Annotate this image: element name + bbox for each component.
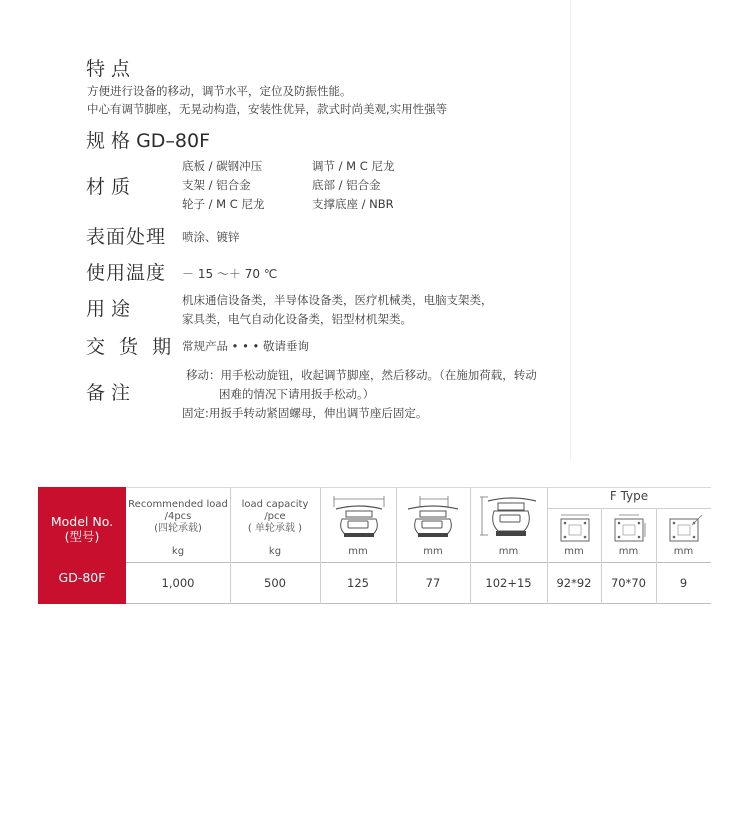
- material-item: 支撑底座 / NBR: [312, 197, 394, 211]
- material-item: 底板 / 碳钢冲压: [182, 159, 263, 173]
- plate-size-icon: [555, 513, 595, 543]
- f-type-label: F Type: [609, 489, 649, 503]
- features-heading: 特 点: [86, 58, 131, 80]
- load-cap-unit: kg: [268, 546, 282, 557]
- dim-unit: mm: [618, 546, 639, 557]
- material-item: 轮子 / M C 尼龙: [182, 197, 265, 211]
- temperature-heading: 使用温度: [86, 262, 167, 284]
- hole-pitch-icon: [609, 513, 649, 543]
- dim-value: 70*70: [610, 576, 647, 590]
- dim-value: 9: [679, 576, 688, 590]
- dim-value: 92*92: [556, 576, 592, 590]
- table-rule: [126, 562, 711, 563]
- notes-line-2: 困难的情况下请用扳手松动。）: [219, 387, 375, 401]
- spec-heading: 规 格 GD–80F: [86, 130, 211, 152]
- depth-dimension-icon: [402, 493, 464, 539]
- material-item: 支架 / 铝合金: [182, 178, 251, 192]
- delivery-heading: 交 货 期: [86, 336, 176, 358]
- dim-value: 102+15: [485, 576, 532, 590]
- model-value: GD-80F: [58, 570, 106, 585]
- rec-load-line-1: Recommended load: [128, 499, 228, 510]
- table-bottom-rule: [126, 603, 711, 604]
- features-line-2: 中心有调节脚座，无晃动构造，安装性优异，款式时尚美观,实用性强等: [87, 102, 448, 116]
- usage-line-2: 家具类，电气自动化设备类，铝型材机架类。: [182, 312, 412, 326]
- notes-line-3: 固定:用扳手转动紧固螺母，伸出调节座后固定。: [182, 406, 428, 420]
- dim-unit: mm: [673, 546, 694, 557]
- load-cap-line-3: ( 单轮承载 ): [247, 523, 303, 534]
- usage-line-1: 机床通信设备类，半导体设备类，医疗机械类，电脑支架类，: [182, 293, 493, 307]
- table-top-rule: [126, 487, 711, 488]
- delivery-value: 常规产品 • • • 敬请垂询: [182, 339, 309, 353]
- model-header-en: Model No.: [50, 514, 114, 529]
- rec-load-value: 1,000: [161, 576, 195, 590]
- material-item: 调节 / M C 尼龙: [312, 159, 395, 173]
- temperature-value: － 15 ～＋ 70 ℃: [182, 267, 278, 281]
- material-item: 底部 / 铝合金: [312, 178, 381, 192]
- load-cap-line-2: /pce: [264, 511, 286, 522]
- height-dimension-icon: [478, 493, 542, 539]
- width-dimension-icon: [328, 493, 390, 539]
- spec-table: [38, 487, 711, 604]
- usage-heading: 用 途: [86, 298, 131, 320]
- dim-unit: mm: [348, 546, 368, 557]
- features-line-1: 方便进行设备的移动，调节水平，定位及防振性能。: [87, 84, 352, 98]
- model-header-cn: (型号): [64, 529, 100, 544]
- rec-load-line-2: /4pcs: [164, 511, 192, 522]
- material-heading: 材 质: [86, 176, 131, 198]
- rec-load-unit: kg: [171, 546, 185, 557]
- rec-load-line-3: (四轮承载): [154, 523, 202, 534]
- dim-value: 125: [347, 576, 369, 590]
- load-cap-line-1: load capacity: [241, 499, 309, 510]
- dim-unit: mm: [423, 546, 443, 557]
- surface-heading: 表面处理: [86, 226, 167, 248]
- load-cap-value: 500: [264, 576, 286, 590]
- notes-heading: 备 注: [86, 382, 131, 404]
- surface-value: 喷涂、镀锌: [182, 230, 240, 244]
- f-type-rule: [547, 508, 711, 509]
- model-column: [38, 487, 126, 604]
- bolt-hole-icon: [664, 513, 704, 543]
- notes-line-1: 移动：用手松动旋钮，收起调节脚座，然后移动。（在施加荷载，转动: [186, 368, 537, 382]
- dim-value: 77: [425, 576, 441, 590]
- divider-line: [570, 0, 571, 460]
- dim-unit: mm: [564, 546, 584, 557]
- dim-unit: mm: [498, 546, 519, 557]
